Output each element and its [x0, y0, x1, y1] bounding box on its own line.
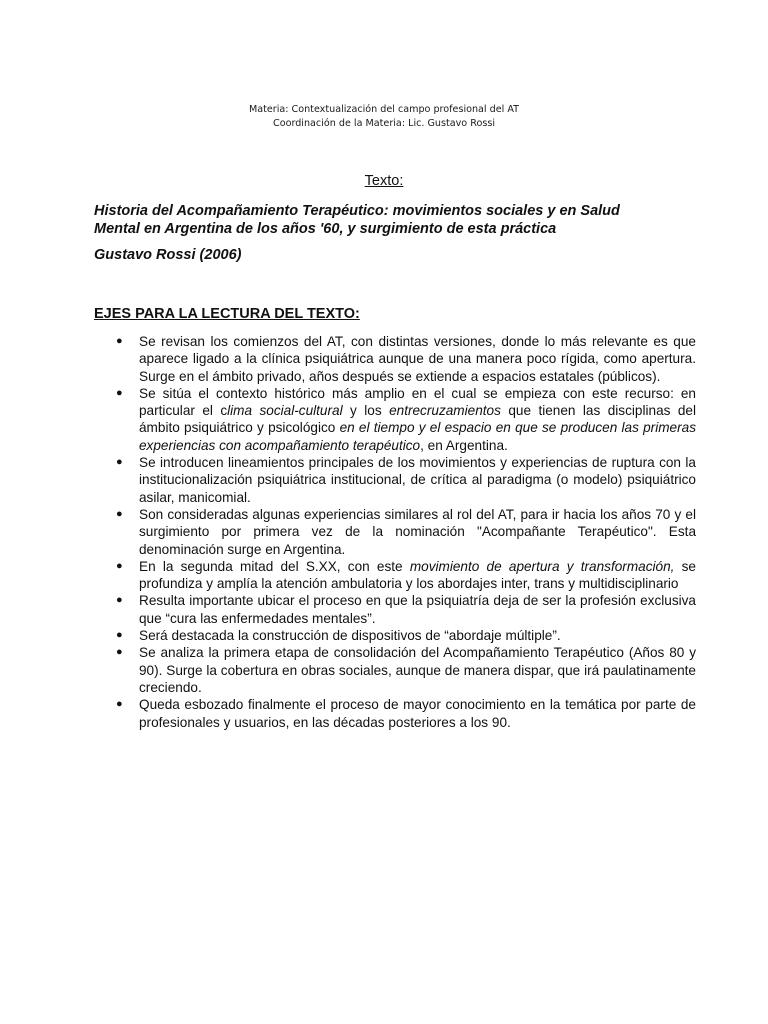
bullet-icon: ● — [116, 386, 123, 399]
document-title-line: Mental en Argentina de los años '60, y surgimiento de esta práctica — [94, 221, 557, 237]
list-item — [94, 454, 696, 506]
list-item-text: Se analiza la primera etapa de consolidación del Acompañamiento Terapéutico (Años 80 y 90). Surge la cobertura en obras sociales, aunque de manera dispar, que irá paulatinamente creciendo. — [139, 645, 696, 695]
text-label: Texto: — [364, 173, 404, 189]
course-coordination: Coordinación de la Materia: Lic. Gustavo Rossi — [273, 118, 495, 129]
bullet-icon: ● — [116, 335, 123, 347]
bullet-icon: ● — [116, 507, 123, 520]
bullet-icon: ● — [116, 629, 123, 642]
list-item — [94, 696, 696, 731]
document-author: Gustavo Rossi (2006) — [94, 247, 242, 263]
bullet-icon: ● — [116, 559, 123, 572]
list-item-text: Se introducen lineamientos principales de los movimientos y experiencias de ruptura con la institucionalización psiquiátrica institucional, de crítica al paradigma (o modelo) psiquiátrico asilar, manicomial. — [139, 455, 696, 505]
list-item-text: , en Argentina. — [420, 437, 508, 453]
list-item-text: Se sitúa el contexto histórico más amplio en el cual se empieza con este recurso: en particular el c — [139, 385, 696, 419]
list-item-emphasis: entrecruzamientos — [389, 403, 501, 419]
list-item-text: En la segunda mitad del S.XX, con este — [139, 558, 410, 574]
list-item — [94, 506, 696, 558]
bullet-icon: ● — [116, 456, 123, 469]
list-item-text: y los — [342, 403, 390, 419]
document-title-line: Historia del Acompañamiento Terapéutico: movimientos sociales y en Salud — [94, 203, 620, 219]
course-header — [0, 103, 768, 131]
bullet-icon: ● — [116, 698, 123, 711]
bullet-icon: ● — [116, 646, 123, 659]
list-item-emphasis: en el tiempo y el espacio en que se producen las primeras experiencias con acompañamiento terapéutico — [139, 420, 697, 453]
bullet-icon: ● — [116, 594, 123, 607]
list-item — [94, 558, 696, 593]
list-item — [94, 333, 696, 385]
list-item-text: Se revisan los comienzos del AT, con distintas versiones, donde lo más relevante es que aparece ligado a la clínica psiquiátrica aunque de una manera poco rígida, como apertura. Surge en el ámbito privado, años después se extiende a espacios estatales (públicos). — [139, 334, 696, 384]
list-item-text: Será destacada la construcción de dispositivos de “abordaje múltiple”. — [139, 628, 561, 644]
document-title — [94, 202, 694, 238]
list-item — [94, 627, 696, 644]
list-item-text: Queda esbozado finalmente el proceso de mayor conocimiento en la temática por parte de profesionales y usuarios, en las décadas posteriores a los 90. — [139, 697, 696, 730]
list-item-text: se profundiza y amplía la atención ambulatoria y los abordajes inter, trans y multidisciplinario — [139, 558, 696, 592]
course-subject: Materia: Contextualización del campo profesional del AT — [248, 104, 520, 115]
section-heading: EJES PARA LA LECTURA DEL TEXTO: — [94, 306, 360, 322]
list-item-text: que tienen las disciplinas del ámbito psiquiátrico y psicológico — [139, 403, 696, 436]
list-item-emphasis: lima social-cultural — [227, 403, 343, 419]
reading-axes-list — [94, 333, 696, 731]
list-item-text: Resulta importante ubicar el proceso en que la psiquiatría deja de ser la profesión exclusiva que “cura las enfermedades mentales”. — [139, 593, 696, 626]
list-item — [94, 592, 696, 627]
list-item-emphasis: movimiento de apertura y transformación, — [409, 558, 675, 574]
list-item — [94, 644, 696, 696]
list-item-text: Son consideradas algunas experiencias similares al rol del AT, para ir hacia los años 70 y el surgimiento por primera vez de la nominación "Acompañante Terapéutico". Esta denominación surge en Argentina. — [139, 506, 696, 557]
list-item — [94, 385, 696, 454]
